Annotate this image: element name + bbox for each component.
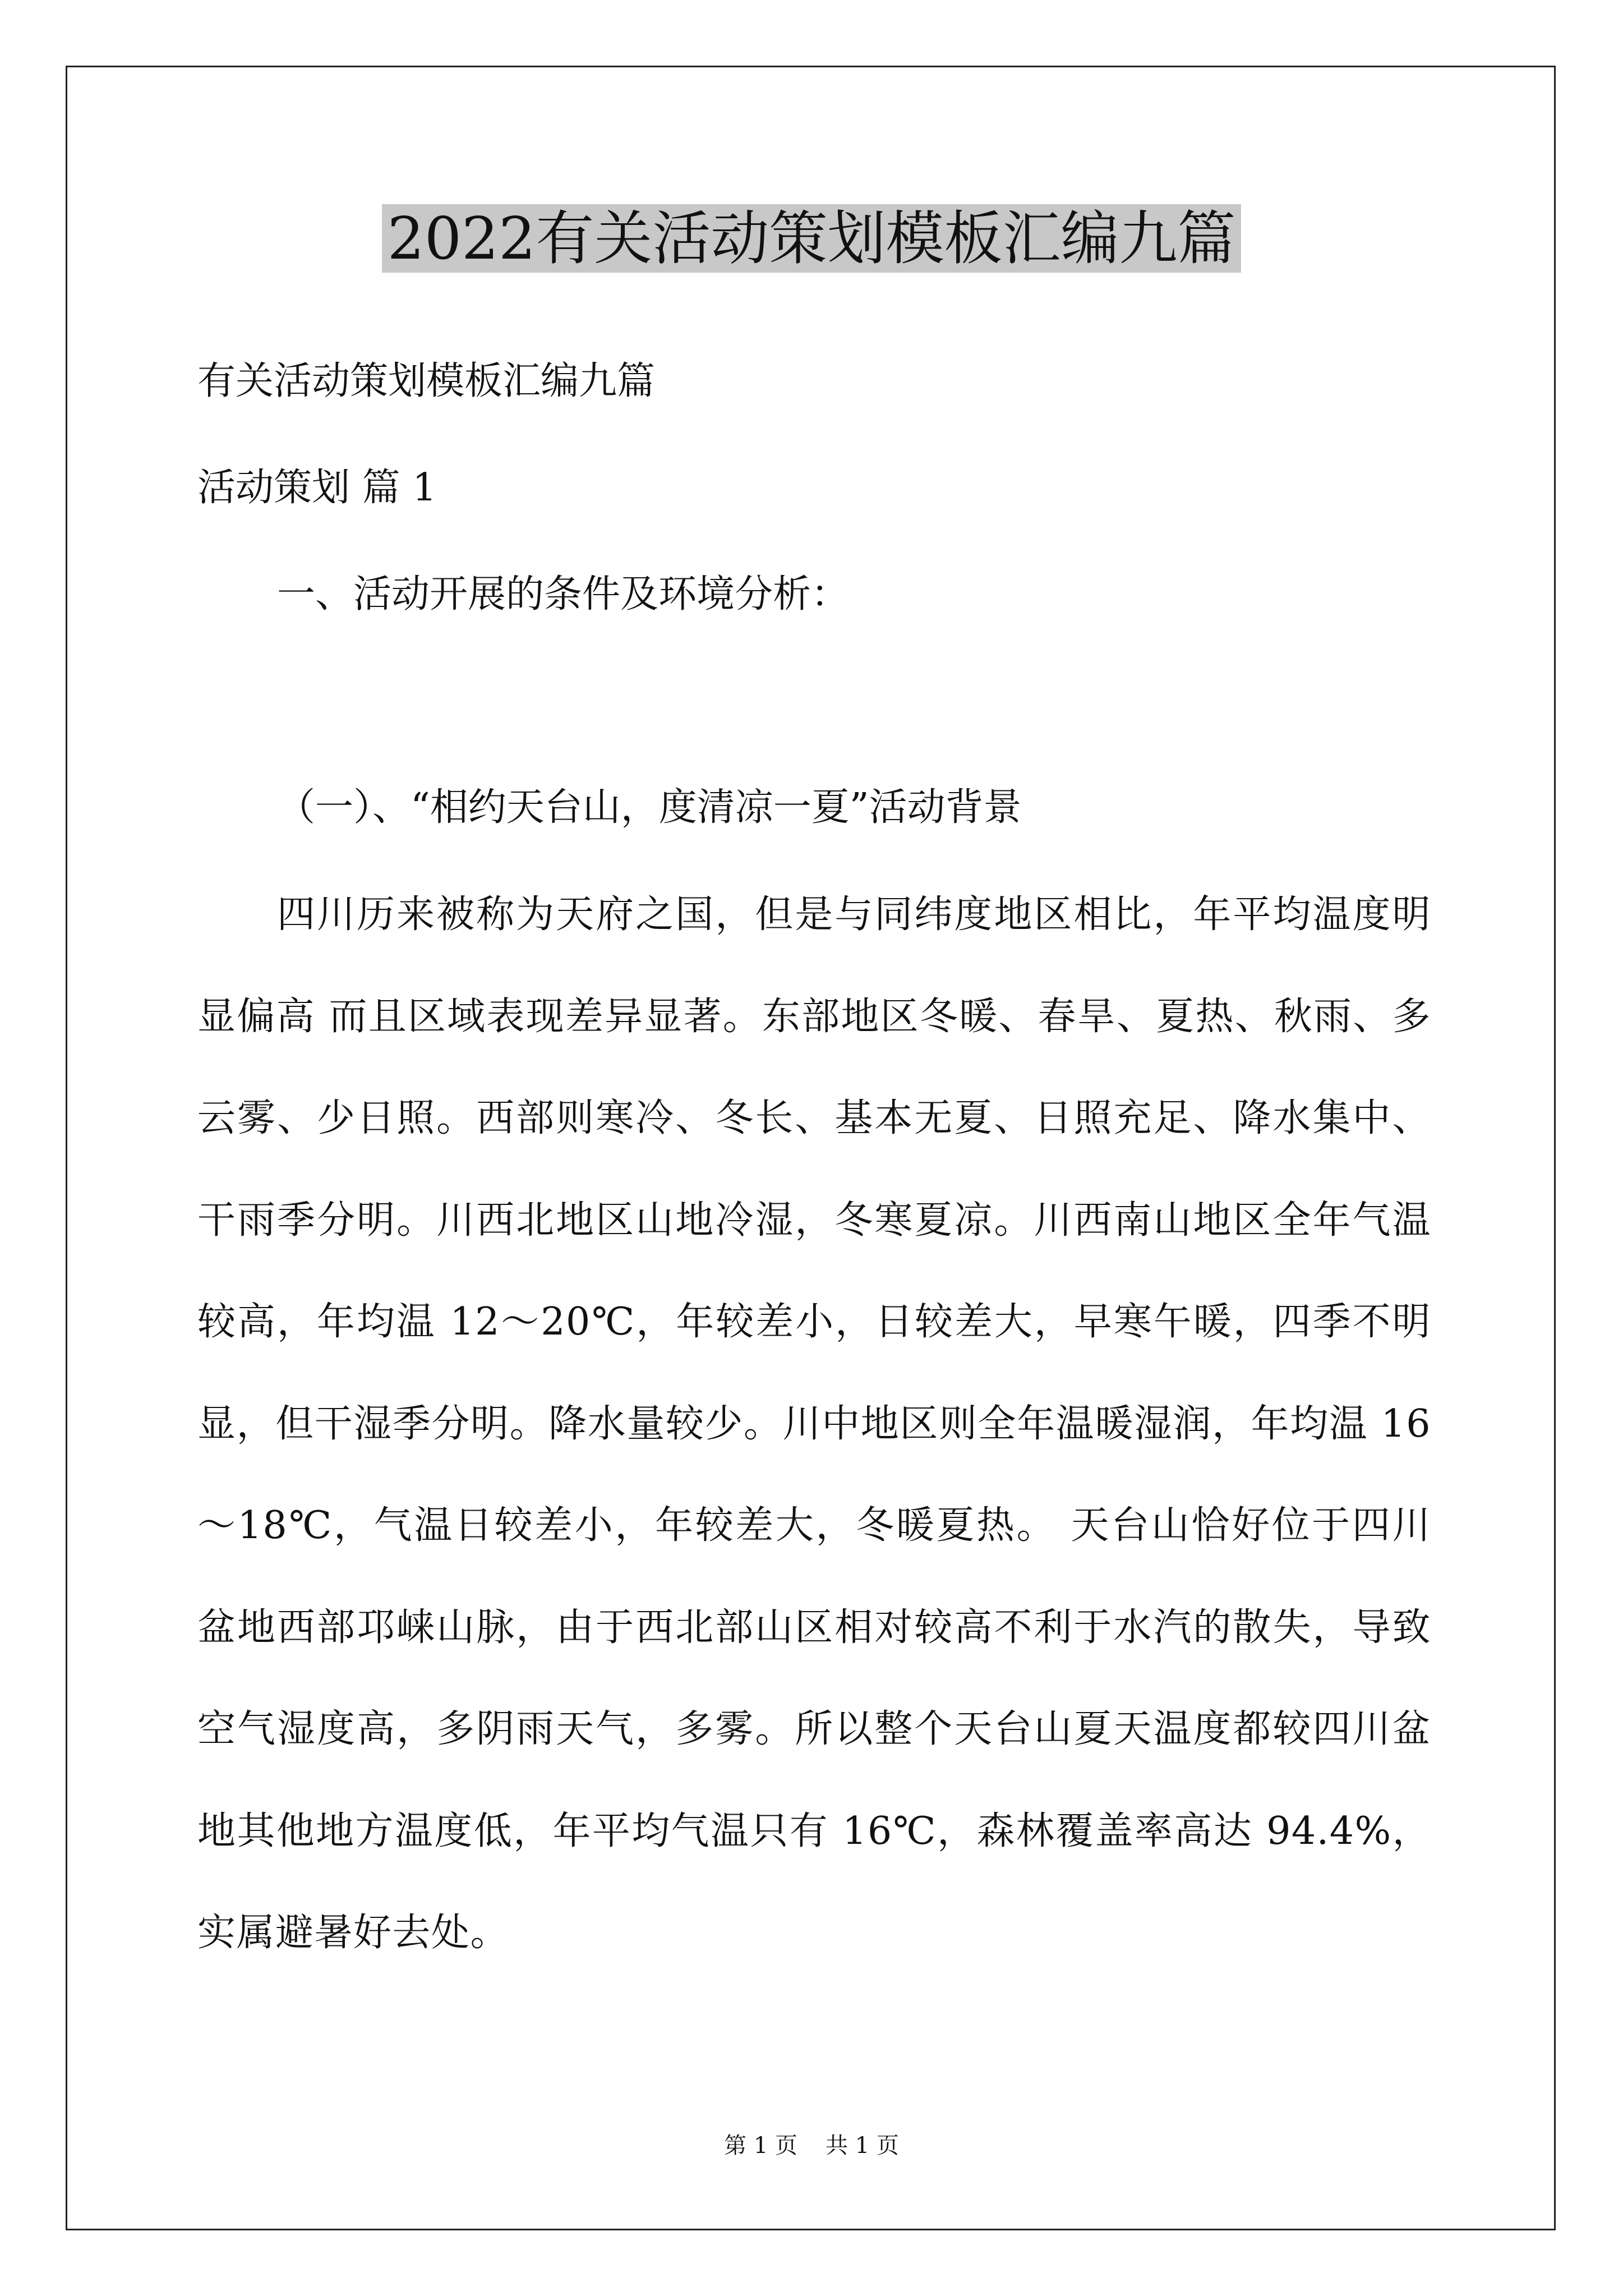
page-total: 共 1 页 (826, 2133, 899, 2159)
body-paragraph: 四川历来被称为天府之国，但是与同纬度地区相比，年平均温度明显偏高 而且区域表现差异显著。东部地区冬暖、春旱、夏热、秋雨、多云雾、少日照。西部则寒冷、冬长、基本无夏、日照充足、降水集中、干雨季分明。川西北地区山地冷湿，冬寒夏凉。川西南山地区全年气温较高，年均温 12～20℃，年较差小，日较差大，早寒午暖，四季不明显，但干湿季分明。降水量较少。川中地区则全年温暖湿润，年均温 16～18℃，气温日较差小，年较差大，冬暖夏热。 天台山恰好位于四川盆地西部邛崃山脉，由于西北部山区相对较高不利于水汽的散失，导致空气湿度高，多阴雨天气，多雾。所以整个天台山夏天温度都较四川盆地其他地方温度低，年平均气温只有 16℃，森林覆盖率高达 94.4%，实属避暑好去处。 (197, 892, 1431, 1955)
page-footer (0, 2129, 1623, 2162)
document-subtitle: 有关活动策划模板汇编九篇 (197, 359, 656, 403)
document-title (0, 196, 1623, 280)
page-number: 第 1 页 (724, 2133, 797, 2159)
section-label: 活动策划 篇 1 (197, 466, 437, 510)
heading-background: （一）、“相约天台山，度清凉一夏”活动背景 (277, 785, 1022, 830)
heading-conditions: 一、活动开展的条件及环境分析： (277, 572, 850, 616)
document-title-text: 2022有关活动策划模板汇编九篇 (382, 204, 1242, 273)
